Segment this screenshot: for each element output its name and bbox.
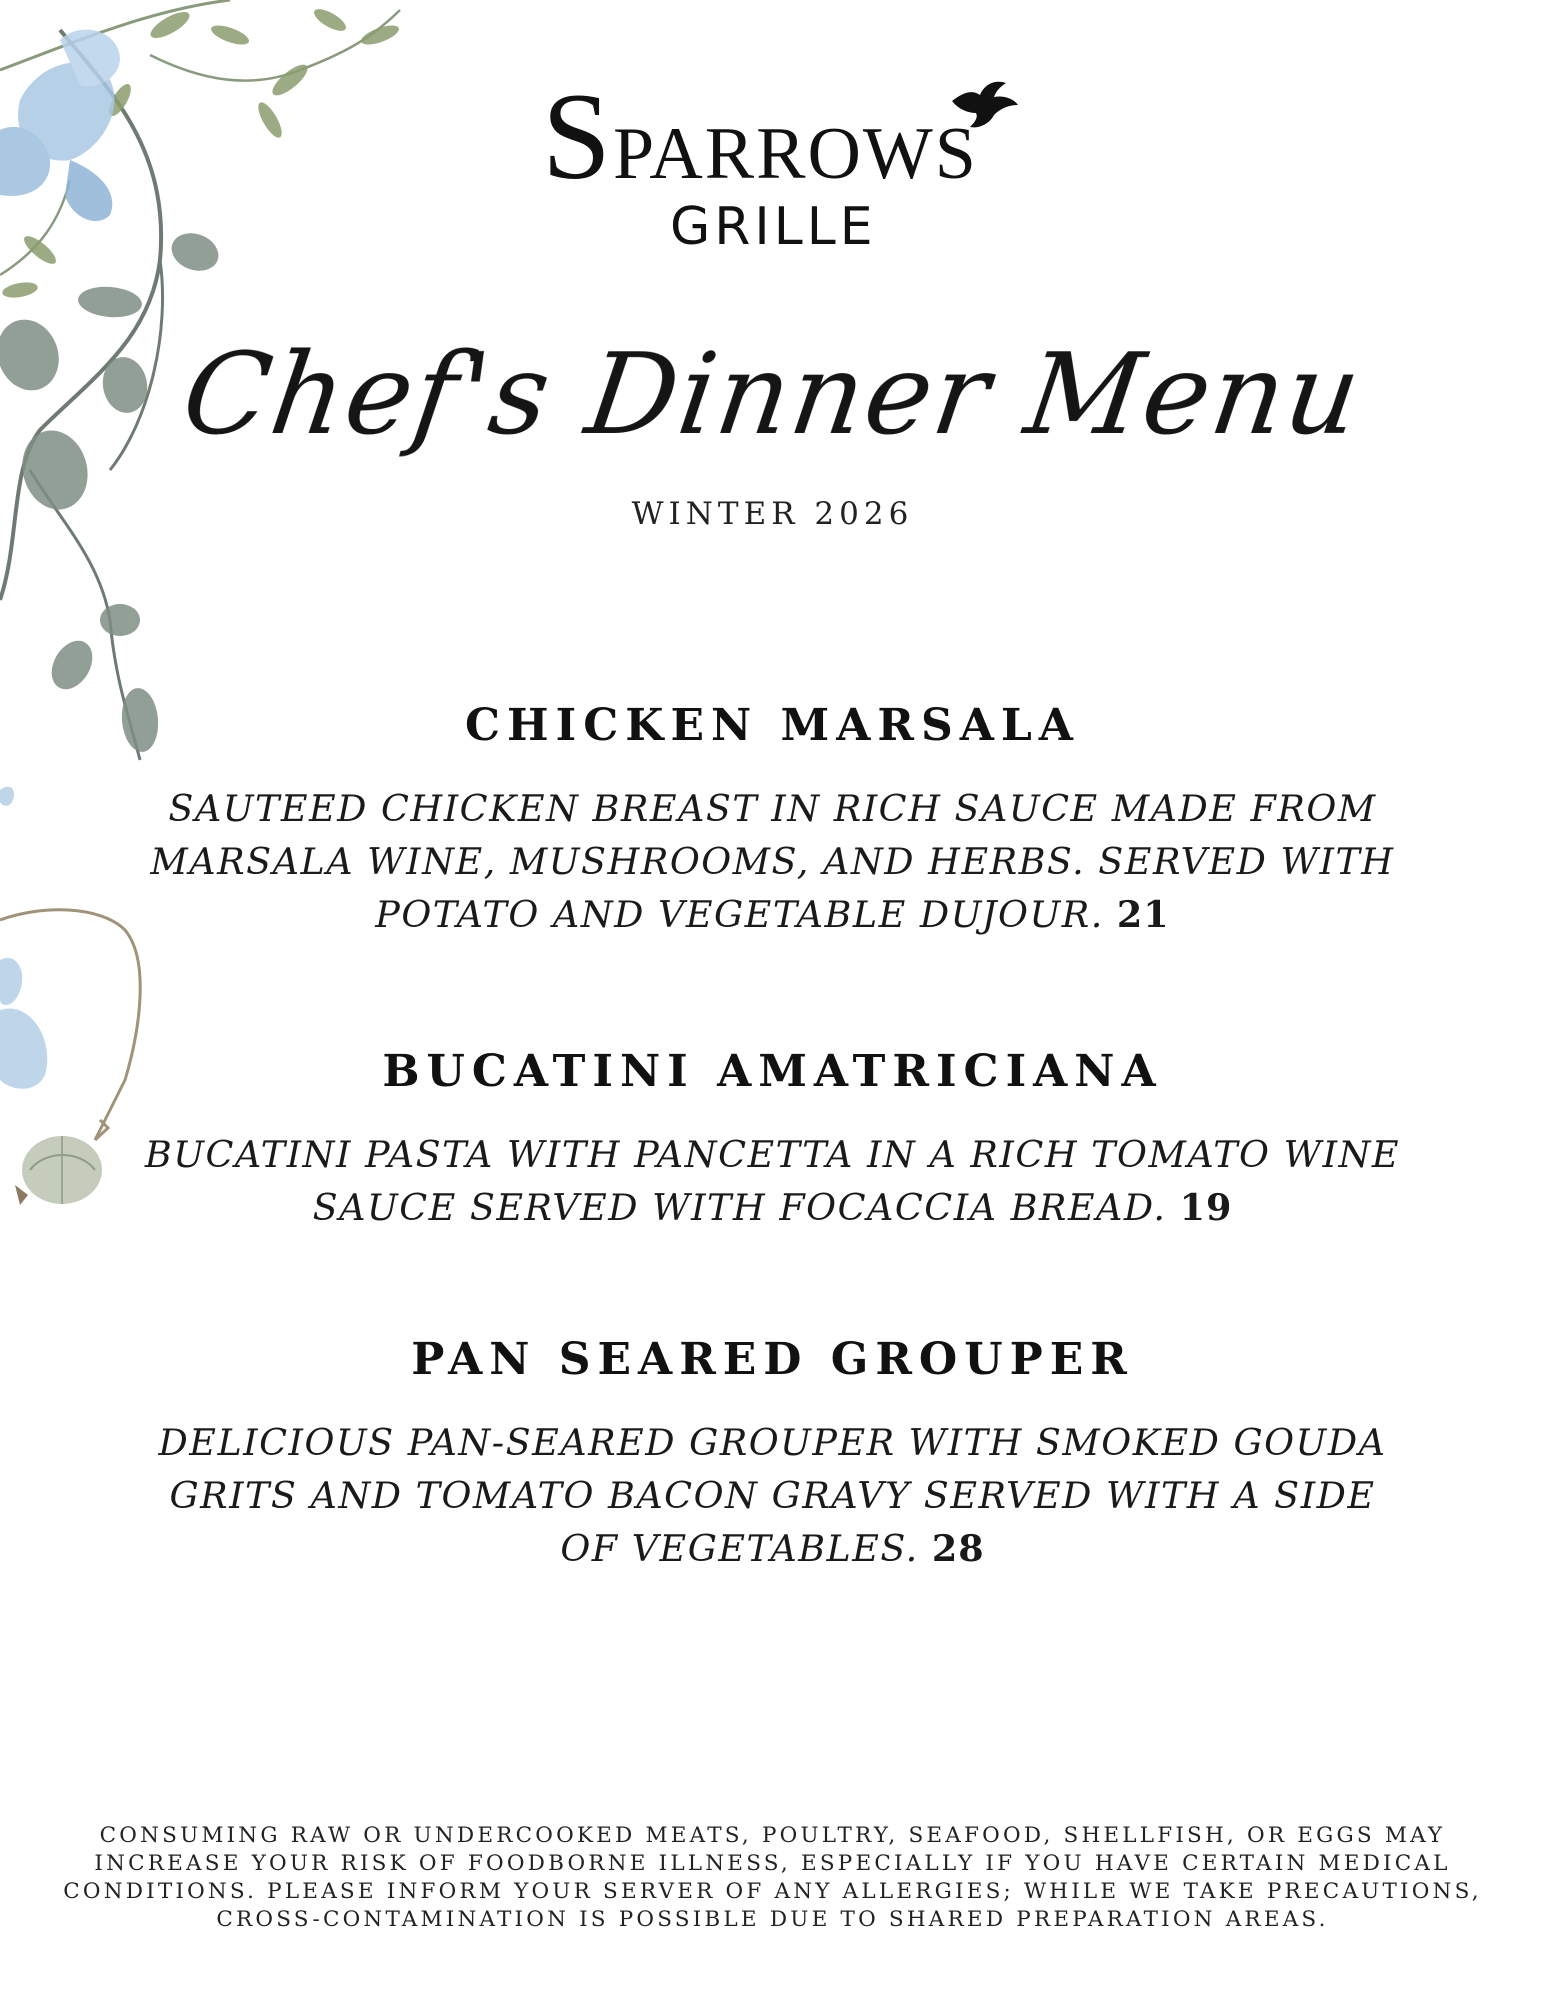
brand-name-rest: PARROWS bbox=[612, 113, 978, 195]
brand-subtitle: GRILLE bbox=[670, 197, 877, 257]
menu-item-price: 19 bbox=[1179, 1186, 1233, 1229]
brand-name-initial: S bbox=[542, 68, 613, 205]
menu-item-description-block bbox=[140, 782, 1405, 941]
menu-item-description: DELICIOUS PAN-SEARED GROUPER WITH SMOKED GOUDA GRITS AND TOMATO BACON GRAVY SERVED WITH A SIDE OF VEGETABLES. bbox=[158, 1421, 1387, 1570]
menu-item-description: BUCATINI PASTA WITH PANCETTA IN A RICH TOMATO WINE SAUCE SERVED WITH FOCACCIA BREAD. bbox=[144, 1133, 1401, 1229]
menu-item-name: PAN SEARED GROUPER bbox=[411, 1334, 1134, 1385]
menu-item-price: 21 bbox=[1116, 893, 1170, 936]
menu-item-price: 28 bbox=[931, 1527, 985, 1570]
menu-item-description-block bbox=[140, 1128, 1405, 1234]
brand-logo bbox=[530, 68, 1050, 265]
menu-item-description: SAUTEED CHICKEN BREAST IN RICH SAUCE MADE FROM MARSALA WINE, MUSHROOMS, AND HERBS. SERVED WITH POTATO AND VEGETABLE DUJOUR. bbox=[150, 787, 1395, 936]
menu-title: Chef's Dinner Menu bbox=[175, 330, 1370, 460]
menu-item-name: BUCATINI AMATRICIANA bbox=[382, 1046, 1163, 1097]
menu-season: WINTER 2026 bbox=[631, 496, 914, 532]
brand-name bbox=[542, 68, 978, 205]
menu-item-name: CHICKEN MARSALA bbox=[465, 700, 1080, 751]
menu-item-description-block bbox=[140, 1416, 1405, 1575]
sparrow-icon bbox=[950, 79, 1020, 131]
allergy-disclaimer: CONSUMING RAW OR UNDERCOOKED MEATS, POULTRY, SEAFOOD, SHELLFISH, OR EGGS MAY INCREASE YOUR RISK OF FOODBORNE ILLNESS, ESPECIALLY IF YOU HAVE CERTAIN MEDICAL CONDITIONS. PLEASE INFORM YOUR SERVER OF ANY ALLERGIES; WHILE WE TAKE PRECAUTIONS, CROSS-CONTAMINATION IS POSSIBLE DUE TO SHARED PREPARATION AREAS. bbox=[63, 1823, 1482, 1932]
